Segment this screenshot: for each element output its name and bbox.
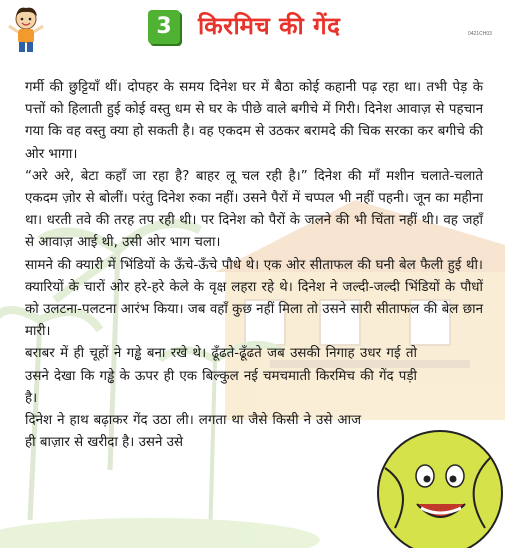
paragraph: गर्मी की छुट्टियाँ थीं। दोपहर के समय दिनेश घर में बैठा कोई कहानी पढ़ रहा था। तभी पेड़ के पत्तों को हिलाती हुई कोई वस्तु धम से घर के पीछे वाले बगीचे में गिरी। दिनेश आवाज़ से पहचान गया कि वह वस्तु क्या हो सकती है। वह एकदम से उठकर बरामदे की चिक सरका कर बगीचे की ओर भागा। [25, 80, 483, 162]
paragraph: दिनेश ने हाथ बढ़ाकर गेंद उठा ली। लगता था जैसे किसी ने उसे आज ही बाज़ार से खरीदा है। उसने उसे [25, 413, 361, 451]
paragraph: बराबर में ही चूहों ने गड्ढे बना रखे थे। ढूँढते-ढूँढते जब उसकी निगाह उधर गई तो उसने देखा कि गड्ढे के ऊपर ही एक बिल्कुल नई चमचमाती किरमिच की गेंद पड़ी है। [25, 346, 417, 406]
chapter-code: 0421CH03 [468, 31, 492, 37]
paragraph: “अरे अरे, बेटा कहाँ जा रहा है? बाहर लू चल रही है।” दिनेश की माँ मशीन चलाते-चलाते एकदम ज़ोर से बोलीं। परंतु दिनेश रुका नहीं। उसने पैरों में चप्पल भी नहीं पहनी। जून का महीना था। धरती तवे की तरह तप रही थी। पर दिनेश को पैरों के जलने की भी चिंता नहीं थी। वह जहाँ से आवाज़ आई थी, उसी ओर भाग चला। [25, 168, 483, 251]
tennis-ball-face-icon [355, 418, 505, 548]
child-mascot-icon [4, 4, 48, 56]
paragraph: सामने की क्यारी में भिंडियों के ऊँचे-ऊँचे पौधे थे। एक ओर सीताफल की घनी बेल फैली हुई थी। क्यारियों के चारों ओर हरे-हरे केले के वृक्ष लहरा रहे थे। दिनेश ने जल्दी-जल्दी भिंडियों के पौधों को उलटना-पलटना आरंभ किया। जब वहाँ कुछ नहीं मिला तो उसने सारी सीताफल की बेल छान मारी। [25, 257, 483, 340]
chapter-number-badge: 3 [148, 10, 180, 44]
chapter-title: किरमिच की गेंद [198, 12, 341, 40]
chapter-header [0, 0, 505, 60]
story-text [25, 77, 483, 454]
